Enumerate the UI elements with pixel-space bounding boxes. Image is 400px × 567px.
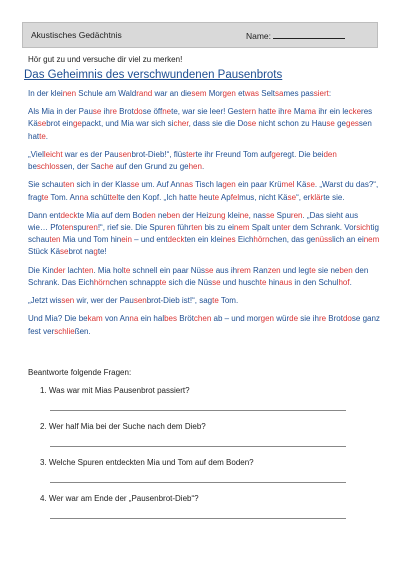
syllable: et [235,89,245,98]
story-paragraph-3 [28,149,380,173]
syllable: spu [73,223,87,233]
syllable: ge [334,119,346,129]
story-title: Das Geheimnis des verschwundenen Pausenbrots [24,69,283,81]
syllable: Die Kin [28,265,54,275]
question-text: 1. Was war mit Mias Pausenbrot passiert? [40,386,190,395]
syllable: ge [72,119,82,129]
syllable: na [129,314,139,324]
syllable: ma [304,107,317,117]
syllable: chen, das ge [269,235,316,245]
syllable: Dann ent [28,210,61,220]
story-text [28,88,380,344]
syllable: Mor [206,89,223,98]
syllable: ne [155,210,167,220]
syllable: sen, der Sa [59,162,101,172]
story-paragraph-4 [28,179,380,203]
syllable: . [45,131,49,141]
syllable: ih [276,107,285,117]
syllable: . [349,277,352,287]
syllable: g [93,247,98,257]
syllable: ren [163,223,176,233]
syllable: was [244,89,260,98]
questions-heading: Beantworte folgende Fragen: [28,368,132,377]
syllable: pas [298,89,314,98]
syllable: zen [267,265,281,275]
intro-instruction: Hör gut zu und versuche dir viel zu merken! [28,55,183,64]
name-field [246,30,345,41]
syllable: , dass sie die Do [188,119,248,129]
syllable: deck [60,210,78,220]
syllable: sem [191,89,207,98]
question-text: 4. Wer war am Ende der „Pausenbrot-Dieb“? [40,494,199,503]
syllable: se [266,210,275,220]
syllable: Tom. [218,296,239,306]
syllable: sen [61,296,75,306]
syllable: mes [283,89,299,98]
syllable: ein paar Krü [235,180,282,190]
syllable: re [284,107,292,117]
syllable: tern [242,107,257,117]
syllable: klei [50,89,63,98]
syllable: se [247,119,257,129]
syllable: wür [274,314,290,324]
syllable: den [323,149,337,159]
syllable: klär [310,192,324,202]
syllable: ten [63,180,75,190]
syllable: “, er [296,192,311,202]
syllable: Ran [250,265,268,275]
syllable: dem Schrank. Vor [290,223,357,233]
syllable: Tom. An [48,192,80,202]
syllable: hof [338,277,350,287]
syllable: ein [121,235,132,245]
syllable: – und ent [131,235,168,245]
syllable: heu [196,192,213,202]
syllable: . Mia hol [93,265,124,275]
syllable: der [53,265,66,275]
question-4 [40,494,360,530]
syllable: se [60,247,69,257]
syllable: hörn [253,235,270,245]
syllable: nen [62,89,77,98]
question-1 [40,386,360,422]
syllable: tel [109,192,119,202]
syllable: tig schau [28,223,379,245]
syllable: brot-Dieb!“, flüs [131,149,187,159]
syllable: regt. Die bei [280,149,324,159]
syllable: te den Kopf. „Ich hat [118,192,191,202]
syllable: schnell ein paar Nüs [130,265,206,275]
syllable: do [133,107,143,117]
syllable: den [142,210,156,220]
syllable: gen [260,314,275,324]
worksheet-title: Akustisches Gedächtnis [31,30,122,40]
syllable: schüt [88,192,110,202]
syllable: Brot [326,314,343,324]
syllable: und leg [280,265,310,275]
syllable: chen schnapp [109,277,160,287]
question-3 [40,458,360,494]
syllable: ges [346,119,359,129]
syllable: bes [164,314,178,324]
syllable: ge [271,149,281,159]
syllable: te ihr Freund Tom auf [195,149,272,159]
syllable: te [309,265,316,275]
syllable: aus ih [213,265,238,275]
syllable: ihr ein le [316,107,349,117]
syllable: se [306,180,315,190]
syllable: sen [133,296,147,306]
syllable: te [190,192,197,202]
syllable: Brot [116,107,134,117]
syllable: ne [162,107,172,117]
syllable: zung [208,210,226,220]
syllable: aus [279,277,293,287]
syllable: sich die Nüs [166,277,213,287]
syllable: te [259,277,267,287]
syllable: Mia und Tom hin [60,235,122,245]
syllable: um. Auf An [139,180,181,190]
syllable: Schule am Wald [76,89,137,98]
story-paragraph-2 [28,106,380,142]
syllable: „Jetzt wis [28,296,62,306]
syllable: . [201,162,205,172]
syllable: brot na [68,247,94,257]
syllable: Kä [294,180,307,190]
syllable: Spu [274,210,291,220]
header-bar [22,22,378,48]
syllable: sen [118,149,132,159]
syllable: ter [281,223,291,233]
syllable: sen hat [28,119,372,141]
syllable: in den Schul [292,277,339,287]
syllable: den Schrank. Das Eich [28,265,369,287]
syllable: mus, nicht Kä [239,192,288,202]
syllable: gen [222,180,236,190]
questions-list [40,386,360,530]
syllable: re [318,314,327,324]
syllable: ter [186,149,196,159]
syllable: siert [313,89,329,98]
syllable: ten [82,265,94,275]
syllable: ben [339,265,353,275]
syllable: packt, und Mia war sich si [81,119,174,129]
syllable: bis zu ei [202,223,234,233]
syllable: hörn [93,277,110,287]
syllable: Als Mia in der Pau [28,107,93,117]
syllable: na [79,192,89,202]
syllable: Selt [259,89,276,98]
syllable: wir, wer der Pau [74,296,134,306]
answer-line[interactable] [50,410,346,411]
syllable: te [41,192,49,202]
syllable: hin [266,277,280,287]
syllable: ten [49,235,61,245]
story-paragraph-5 [28,210,380,258]
syllable: ten ein klei [184,235,223,245]
syllable: . „Warst du das?“, frag [28,180,379,202]
syllable: !“, rief sie. Die Spu [97,223,164,233]
syllable: se [351,314,361,324]
syllable: führ [175,223,192,233]
syllable: war es der Pau [62,149,119,159]
syllable: Und Mia? Die be [28,314,88,324]
syllable: se [92,107,102,117]
syllable: be [28,162,37,172]
syllable: res Kä [28,107,373,129]
syllable: : [328,89,332,98]
answer-line[interactable] [50,446,346,447]
syllable: Spalt un [249,223,282,233]
syllable: ab – und mor [211,314,261,324]
syllable: te [159,277,167,287]
syllable: Sie schau [28,180,64,190]
syllable: ßen. [74,326,91,336]
syllable: öff [151,107,163,117]
syllable: Bröt [177,314,194,324]
syllable: se [205,265,214,275]
syllable: te Mia auf dem Bo [77,210,143,220]
name-label: Name: [245,30,271,41]
syllable: Ap [219,192,231,202]
syllable: auf den Grund zu ge [113,162,189,172]
syllable: chen [193,314,212,324]
syllable: te [212,296,219,306]
syllable: nem [363,235,380,245]
syllable: . „Das sieht aus wie… Pfo [28,210,359,233]
syllable: te, war sie leer! Ges [171,107,243,117]
story-paragraph-1 [28,88,380,100]
syllable: schlie [54,326,75,336]
syllable: do [342,314,352,324]
syllable: sich [356,223,371,233]
question-text: 2. Wer half Mia bei der Suche nach dem Dieb? [40,422,206,431]
syllable: kam [87,314,103,324]
syllable: sie ne [315,265,340,275]
syllable: ein hal [138,314,165,324]
syllable: , nas [248,210,266,220]
syllable: te [212,192,220,202]
syllable: nas [180,180,194,190]
syllable: „Viel [28,149,44,159]
syllable: leicht [43,149,63,159]
name-line[interactable] [273,30,345,39]
syllable: te [269,107,277,117]
syllable: Eich [235,235,254,245]
syllable: hat [256,107,270,117]
syllable: nüss [315,235,333,245]
syllable: te [123,265,131,275]
syllable: ne [239,210,249,220]
syllable: Stück Kä [28,247,61,257]
syllable: rand [136,89,153,98]
syllable: che [100,162,114,172]
syllable: schlos [36,162,60,172]
syllable: mel [281,180,295,190]
syllable: Ma [291,107,305,117]
syllable: ten [62,223,74,233]
syllable: se [212,277,221,287]
syllable: de [289,314,299,324]
syllable: ih [101,107,110,117]
question-text: 3. Welche Spuren entdeckten Mia und Tom auf dem Boden? [40,458,254,467]
answer-line[interactable] [50,482,346,483]
syllable: und husch [220,277,260,287]
syllable: se [326,119,335,129]
syllable: brot ein [46,119,73,129]
syllable: sie ih [298,314,319,324]
syllable: lich an ei [332,235,364,245]
syllable: te sie. [323,192,345,202]
syllable: fel [230,192,240,202]
syllable: te [39,131,46,141]
syllable: se [130,180,140,190]
syllable: klei [225,210,240,220]
syllable: rem [237,265,251,275]
syllable: cke [348,107,362,117]
story-paragraph-7 [28,295,380,307]
question-2 [40,422,360,458]
syllable: ren [86,223,98,233]
syllable: ganz fest ver [28,314,380,336]
syllable: gen [222,89,236,98]
story-paragraph-8 [28,313,380,337]
syllable: se [37,119,47,129]
syllable: ben [166,210,181,220]
syllable: war an die [152,89,192,98]
syllable: nicht schon zu Hau [256,119,327,129]
syllable: lach [65,265,83,275]
syllable: In der [28,89,51,98]
syllable: nes [222,235,236,245]
answer-line[interactable] [50,518,346,519]
syllable: sa [275,89,284,98]
syllable: brot-Dieb ist!“, sag [146,296,213,306]
syllable: Tisch la [193,180,223,190]
syllable: sich in der Klas [74,180,131,190]
syllable: deck [167,235,185,245]
syllable: ren [290,210,303,220]
syllable: der Hei [180,210,209,220]
story-paragraph-6 [28,265,380,289]
syllable: te! [97,247,107,257]
syllable: re [109,107,117,117]
syllable: nem [233,223,250,233]
syllable: se [142,107,152,117]
syllable: hen [188,162,202,172]
syllable: se [287,192,297,202]
syllable: cher [173,119,189,129]
syllable: ten [191,223,203,233]
syllable: von An [102,314,130,324]
